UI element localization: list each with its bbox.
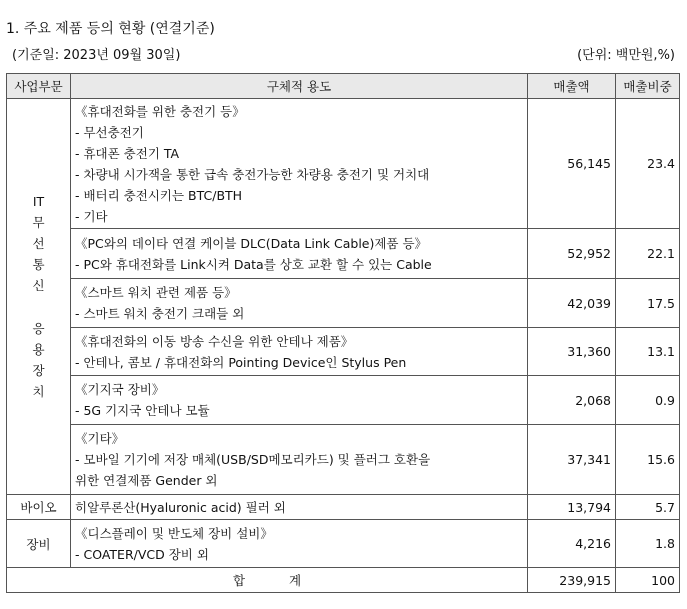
segment-equip: 장비 (7, 520, 71, 568)
ratio-cell: 1.8 (616, 520, 680, 568)
ratio-cell: 23.4 (616, 99, 680, 229)
usage-cell (71, 328, 528, 376)
page-title: 1. 주요 제품 등의 현황 (연결기준) (6, 21, 215, 37)
total-sales: 239,915 (528, 568, 616, 593)
sales-cell: 4,216 (528, 520, 616, 568)
segment-it (7, 99, 71, 495)
usage-line: - 휴대폰 충전기 TA (75, 145, 180, 161)
usage-cell (71, 229, 528, 279)
usage-line: 《PC와의 데이타 연결 케이블 DLC(Data Link Cable)제품 등》 (75, 235, 428, 251)
segment-it-char: 응 (32, 321, 45, 336)
usage-line: 《휴대전화를 위한 충전기 등》 (75, 103, 245, 119)
usage-line: 《기타》 (75, 431, 125, 446)
table-row (7, 229, 680, 279)
segment-it-char: 신 (32, 278, 45, 293)
segment-it-char: 통 (32, 257, 45, 272)
table-header-row (7, 74, 680, 99)
unit-label: (단위: 백만원,%) (577, 48, 675, 63)
header-ratio: 매출비중 (616, 74, 680, 99)
total-label-right: 계 (288, 573, 302, 588)
usage-line: - 모바일 기기에 저장 매체(USB/SD메모리카드) 및 플러그 호환을 (75, 452, 431, 467)
usage-line: - 스마트 워치 충전기 크래들 외 (75, 306, 245, 321)
table-row (7, 279, 680, 328)
sales-cell: 2,068 (528, 376, 616, 425)
usage-line: - 안테나, 콤보 / 휴대전화의 Pointing Device인 Stylus Pen (75, 354, 407, 370)
usage-line: 《디스플레이 및 반도체 장비 설비》 (75, 525, 273, 541)
ratio-cell: 0.9 (616, 376, 680, 425)
usage-line: - 무선충전기 (75, 124, 144, 140)
usage-line: 《기지국 장비》 (75, 382, 165, 397)
usage-line: 위한 연결제품 Gender 외 (75, 473, 218, 488)
usage-line: - 차량내 시가잭을 통한 급속 충전가능한 차량용 충전기 및 거치대 (75, 166, 430, 182)
usage-cell (71, 425, 528, 495)
ratio-cell: 15.6 (616, 425, 680, 495)
usage-cell (71, 99, 528, 229)
usage-cell (71, 279, 528, 328)
table-row-bio (7, 495, 680, 520)
base-date: (기준일: 2023년 09월 30일) (12, 48, 181, 63)
sales-cell: 13,794 (528, 495, 616, 520)
usage-line: - 5G 기지국 안테나 모듈 (75, 403, 210, 418)
segment-it-char: IT (32, 194, 45, 209)
table-row (7, 376, 680, 425)
usage-cell (71, 376, 528, 425)
product-table (6, 73, 680, 593)
segment-it-char: 선 (32, 236, 45, 251)
sales-cell: 52,952 (528, 229, 616, 279)
sales-cell: 37,341 (528, 425, 616, 495)
segment-it-char: 용 (32, 342, 45, 357)
table-row-total (7, 568, 680, 593)
usage-line: 《휴대전화의 이동 방송 수신을 위한 안테나 제품》 (75, 333, 354, 349)
header-segment: 사업부문 (7, 74, 71, 99)
usage-line: - COATER/VCD 장비 외 (75, 546, 209, 562)
usage-line: - 기타 (75, 208, 108, 224)
table-row (7, 328, 680, 376)
table-row (7, 425, 680, 495)
ratio-cell: 22.1 (616, 229, 680, 279)
header-usage: 구체적 용도 (71, 74, 528, 99)
segment-it-char: 장 (32, 363, 45, 378)
segment-it-char: 치 (32, 384, 45, 399)
usage-line: - 배터리 충전시키는 BTC/BTH (75, 187, 243, 203)
ratio-cell: 13.1 (616, 328, 680, 376)
usage-line: - PC와 휴대전화를 Link시켜 Data를 상호 교환 할 수 있는 Cable (75, 256, 432, 272)
header-sales: 매출액 (528, 74, 616, 99)
usage-cell (71, 520, 528, 568)
sales-cell: 31,360 (528, 328, 616, 376)
segment-it-char: 무 (32, 215, 45, 230)
total-ratio: 100 (616, 568, 680, 593)
ratio-cell: 17.5 (616, 279, 680, 328)
sales-cell: 56,145 (528, 99, 616, 229)
usage-line: 《스마트 워치 관련 제품 등》 (75, 285, 237, 300)
sales-cell: 42,039 (528, 279, 616, 328)
table-row (7, 99, 680, 229)
usage-cell (71, 495, 528, 520)
total-label-left: 합 (232, 573, 246, 588)
ratio-cell: 5.7 (616, 495, 680, 520)
total-label (7, 568, 528, 593)
table-row-equip (7, 520, 680, 568)
segment-bio: 바이오 (7, 495, 71, 520)
usage-line: 히알루론산(Hyaluronic acid) 필러 외 (75, 499, 286, 515)
